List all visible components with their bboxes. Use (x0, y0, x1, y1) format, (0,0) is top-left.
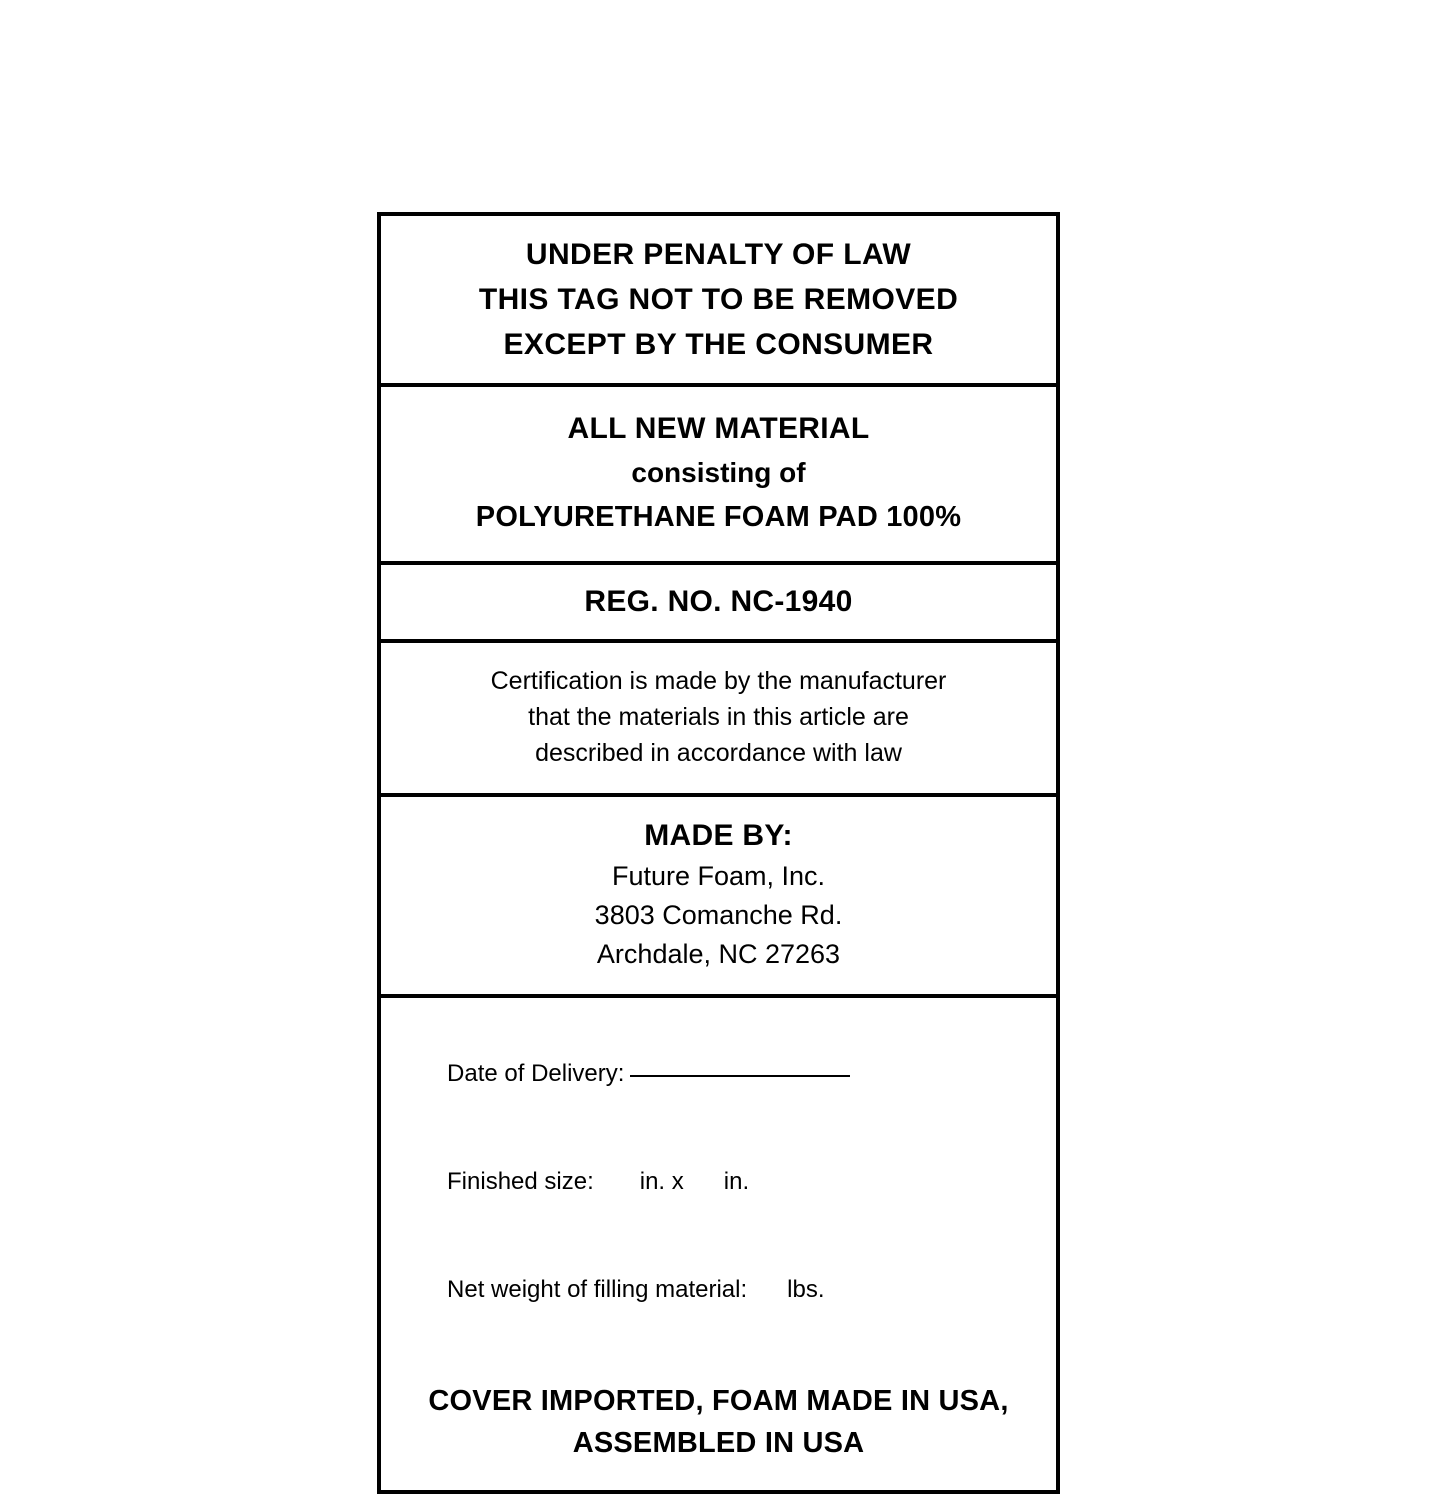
finished-size-row (407, 1128, 1030, 1236)
registration-section (381, 565, 1056, 643)
made-by-title: MADE BY: (644, 819, 793, 852)
material-section (381, 387, 1056, 565)
registration-number: REG. NO. NC-1940 (584, 585, 853, 618)
certification-section (381, 643, 1056, 797)
manufacturer-city-state-zip: Archdale, NC 27263 (596, 939, 841, 969)
material-line-1: ALL NEW MATERIAL (567, 412, 870, 445)
finished-size-unit-1: in. x (639, 1168, 684, 1195)
date-of-delivery-row (407, 1020, 1030, 1128)
net-weight-label: Net weight of filling material: (447, 1276, 748, 1303)
certification-line-3: described in accordance with law (535, 739, 902, 767)
origin-line-1: COVER IMPORTED, FOAM MADE IN USA, (428, 1385, 1009, 1417)
date-of-delivery-label: Date of Delivery: (447, 1060, 625, 1087)
penalty-section (381, 216, 1056, 387)
origin-section (381, 1354, 1056, 1490)
net-weight-unit: lbs. (787, 1276, 825, 1303)
finished-size-unit-2: in. (723, 1168, 750, 1195)
date-of-delivery-blank[interactable] (630, 1075, 850, 1077)
certification-line-2: that the materials in this article are (528, 703, 909, 731)
material-line-2: consisting of (631, 457, 806, 488)
certification-line-1: Certification is made by the manufacturer (490, 667, 947, 695)
fill-in-fields-section (381, 998, 1056, 1354)
material-line-3: POLYURETHANE FOAM PAD 100% (475, 501, 962, 533)
origin-line-2: ASSEMBLED IN USA (572, 1427, 865, 1459)
manufacturer-street: 3803 Comanche Rd. (594, 900, 843, 930)
penalty-line-3: EXCEPT BY THE CONSUMER (503, 328, 934, 361)
penalty-line-2: THIS TAG NOT TO BE REMOVED (478, 283, 959, 316)
net-weight-row (407, 1236, 1030, 1344)
finished-size-label: Finished size: (447, 1168, 594, 1195)
penalty-line-1: UNDER PENALTY OF LAW (525, 238, 912, 271)
law-tag-label (377, 212, 1060, 1494)
made-by-section (381, 797, 1056, 998)
manufacturer-name: Future Foam, Inc. (611, 861, 826, 891)
